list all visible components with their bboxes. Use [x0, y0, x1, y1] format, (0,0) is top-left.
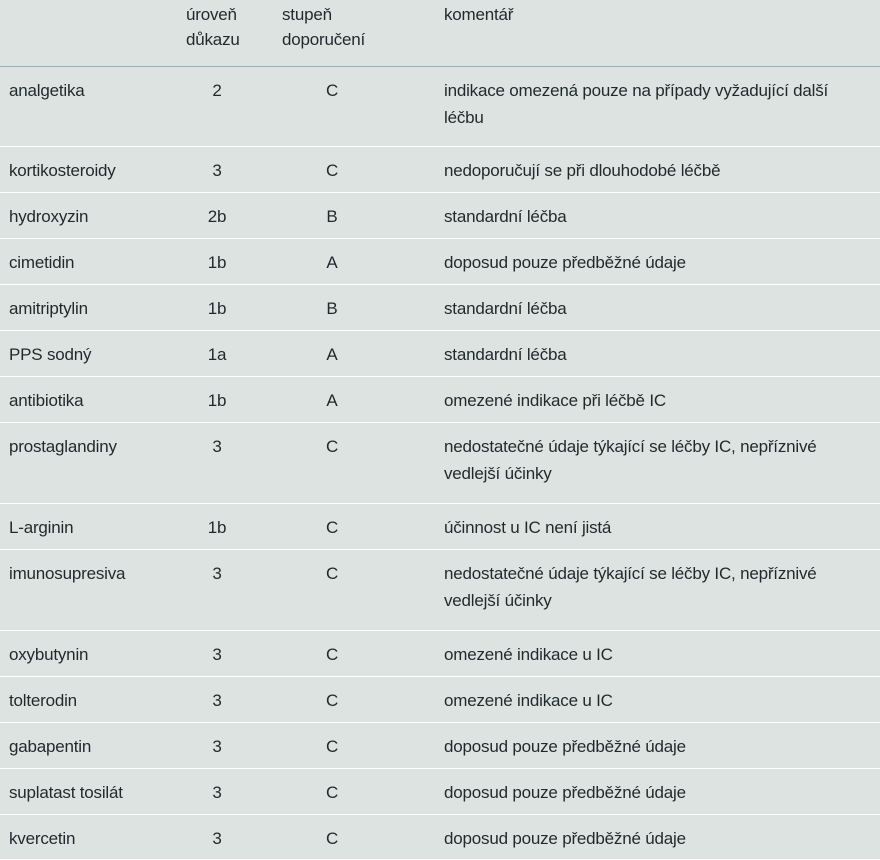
comment-cell: doposud pouze předběžné údaje — [444, 829, 686, 848]
header-comment-label: komentář — [444, 5, 514, 24]
table-row — [0, 769, 880, 815]
header-evidence-level — [186, 2, 252, 52]
drug-name-cell: antibiotika — [9, 391, 84, 410]
drug-name-cell: tolterodin — [9, 691, 77, 710]
evidence-level-cell: 2b — [207, 207, 227, 226]
evidence-level-cell: 3 — [212, 645, 222, 664]
table-row — [0, 423, 880, 504]
recommendation-grade-cell: A — [326, 391, 338, 410]
evidence-level-cell: 3 — [212, 564, 222, 583]
drug-name-cell: hydroxyzin — [9, 207, 89, 226]
evidence-level-cell: 3 — [212, 829, 222, 848]
drug-name-cell: imunosupresiva — [9, 564, 126, 583]
table-row — [0, 285, 880, 331]
recommendation-grade-cell: C — [325, 518, 339, 537]
header-recommendation-grade-line1: stupeň — [282, 5, 332, 24]
evidence-level-cell: 1b — [207, 518, 227, 537]
comment-cell: účinnost u IC není jistá — [444, 518, 612, 537]
drug-name-cell: L-arginin — [9, 518, 74, 537]
drug-name-cell: PPS sodný — [9, 345, 92, 364]
recommendation-grade-cell: C — [325, 81, 339, 100]
recommendation-grade-cell: C — [325, 437, 339, 456]
table-body — [0, 67, 880, 860]
recommendation-grade-cell: C — [325, 645, 339, 664]
drug-name-cell: amitriptylin — [9, 299, 88, 318]
table-row — [0, 147, 880, 193]
recommendation-grade-cell: C — [325, 783, 339, 802]
comment-cell: omezené indikace při léčbě IC — [444, 391, 666, 410]
header-recommendation-grade — [282, 2, 392, 52]
header-recommendation-grade-line2: doporučení — [282, 30, 366, 49]
recommendation-grade-cell: C — [325, 737, 339, 756]
table-row — [0, 815, 880, 860]
recommendation-grade-cell: B — [326, 299, 338, 318]
recommendation-grade-cell: B — [326, 207, 338, 226]
comment-cell: doposud pouze předběžné údaje — [444, 253, 686, 272]
table-row — [0, 631, 880, 677]
drug-name-cell: suplatast tosilát — [9, 783, 123, 802]
drug-name-cell: kvercetin — [9, 829, 76, 848]
recommendation-grade-cell: C — [325, 564, 339, 583]
comment-cell: omezené indikace u IC — [444, 691, 613, 710]
table-row — [0, 331, 880, 377]
table-row — [0, 504, 880, 550]
table-row — [0, 193, 880, 239]
recommendation-grade-cell: C — [325, 691, 339, 710]
table-header — [0, 0, 880, 67]
comment-cell: nedostatečné údaje týkající se léčby IC, nepříznivé vedlejší účinky — [444, 564, 817, 610]
evidence-level-cell: 1b — [207, 391, 227, 410]
header-evidence-level-line1: úroveň — [186, 5, 237, 24]
table-row — [0, 377, 880, 423]
table-row — [0, 723, 880, 769]
evidence-level-cell: 1a — [207, 345, 227, 364]
drug-name-cell: cimetidin — [9, 253, 75, 272]
comment-cell: nedostatečné údaje týkající se léčby IC, nepříznivé vedlejší účinky — [444, 437, 817, 483]
drug-name-cell: oxybutynin — [9, 645, 89, 664]
header-evidence-level-line2: důkazu — [186, 30, 240, 49]
evidence-level-cell: 3 — [212, 161, 222, 180]
comment-cell: standardní léčba — [444, 345, 567, 364]
evidence-level-cell: 3 — [212, 783, 222, 802]
recommendation-grade-cell: A — [326, 345, 338, 364]
header-comment — [444, 2, 844, 27]
drug-name-cell: analgetika — [9, 81, 85, 100]
comment-cell: standardní léčba — [444, 299, 567, 318]
drug-name-cell: prostaglandiny — [9, 437, 117, 456]
table-row — [0, 550, 880, 631]
evidence-level-cell: 1b — [207, 253, 227, 272]
recommendation-grade-cell: A — [326, 253, 338, 272]
drug-name-cell: kortikosteroidy — [9, 161, 116, 180]
comment-cell: omezené indikace u IC — [444, 645, 613, 664]
comment-cell: nedoporučují se při dlouhodobé léčbě — [444, 161, 721, 180]
comment-cell: standardní léčba — [444, 207, 567, 226]
drug-name-cell: gabapentin — [9, 737, 92, 756]
evidence-level-cell: 2 — [212, 81, 222, 100]
comment-cell: indikace omezená pouze na případy vyžadující další léčbu — [444, 81, 829, 127]
evidence-level-cell: 3 — [212, 437, 222, 456]
recommendation-grade-cell: C — [325, 829, 339, 848]
recommendation-grade-cell: C — [325, 161, 339, 180]
evidence-level-cell: 1b — [207, 299, 227, 318]
table-row — [0, 67, 880, 147]
comment-cell: doposud pouze předběžné údaje — [444, 737, 686, 756]
evidence-level-cell: 3 — [212, 691, 222, 710]
evidence-level-cell: 3 — [212, 737, 222, 756]
comment-cell: doposud pouze předběžné údaje — [444, 783, 686, 802]
table-row — [0, 239, 880, 285]
table-row — [0, 677, 880, 723]
